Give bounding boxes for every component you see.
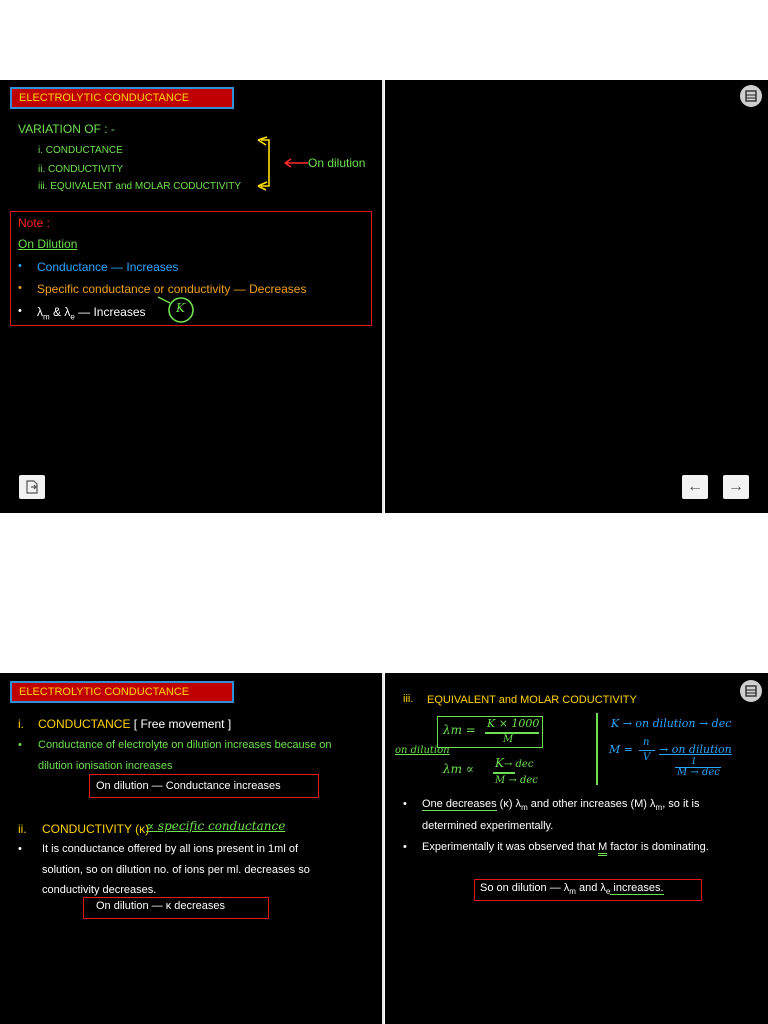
red-arrow bbox=[282, 156, 310, 170]
proportional-denominator: M → dec bbox=[495, 775, 538, 786]
exit-icon bbox=[25, 480, 39, 494]
next-button[interactable] bbox=[723, 475, 749, 499]
proportional-fraction-bar bbox=[493, 772, 515, 774]
section2-result-text: On dilution — κ decreases bbox=[96, 900, 226, 912]
section2-text-line3: conductivity decreases. bbox=[42, 884, 157, 896]
proportional-lhs: λm ∝ bbox=[443, 762, 474, 776]
bullet-dot: • bbox=[18, 739, 22, 751]
circle-k-label: K bbox=[176, 301, 185, 315]
section1-number: i. bbox=[18, 717, 24, 731]
slide-title: ELECTROLYTIC CONDUCTANCE bbox=[10, 681, 234, 703]
menu-button[interactable] bbox=[740, 680, 762, 702]
panel-icon bbox=[745, 90, 757, 102]
bullet-dot: • bbox=[403, 798, 407, 810]
slide3-result-text: So on dilution — $\lambda_m$ and $\lambda_e$ increases. bbox=[480, 882, 664, 897]
section1-text-line1: Conductance of electrolyte on dilution increases because on bbox=[38, 739, 332, 751]
section3-heading: EQUIVALENT and MOLAR CODUCTIVITY bbox=[427, 694, 637, 706]
right-note-line2a: M = bbox=[609, 743, 633, 756]
on-dilution-heading: On Dilution bbox=[18, 237, 78, 251]
section3-number: iii. bbox=[403, 693, 414, 705]
slide-3 bbox=[385, 673, 768, 1024]
bullet-dot: • bbox=[18, 305, 22, 317]
note-bullet-1: Conductance — Increases bbox=[37, 260, 179, 274]
slide3-bullet2: Experimentally it was observed that M factor is dominating. bbox=[422, 841, 709, 853]
slide-2 bbox=[0, 673, 382, 1024]
variation-item-2: ii. CONDUCTIVITY bbox=[38, 164, 123, 175]
slide3-bullet1-line1: One decreases (κ) $\lambda_m$ and other increases (M) $\lambda_m$, so it is bbox=[422, 798, 700, 813]
bracket-annotation bbox=[255, 134, 285, 194]
section2-text-line2: solution, so on dilution no. of ions per ml. decreases so bbox=[42, 864, 310, 876]
section1-result-text: On dilution — Conductance increases bbox=[96, 780, 281, 792]
variation-item-3: iii. EQUIVALENT and MOLAR CODUCTIVITY bbox=[38, 181, 242, 192]
variation-heading: VARIATION OF : - bbox=[18, 122, 115, 136]
variation-item-1: i. CONDUCTANCE bbox=[38, 145, 123, 156]
panel-icon bbox=[745, 685, 757, 697]
slide3-bullet1-line2: determined experimentally. bbox=[422, 820, 554, 832]
prev-button[interactable] bbox=[682, 475, 708, 499]
arrow-right-icon: → bbox=[728, 478, 744, 495]
slide-title: ELECTROLYTIC CONDUCTANCE bbox=[10, 87, 234, 109]
right-note-line2b: → on dilution bbox=[659, 743, 732, 756]
note-bullet-2: Specific conductance or conductivity — Decreases bbox=[37, 282, 307, 296]
bullet-dot: • bbox=[403, 841, 407, 853]
on-dilution-handwritten: on dilution bbox=[395, 745, 450, 756]
formula-denominator: M bbox=[503, 734, 514, 745]
right-note-fraction-bar bbox=[639, 750, 655, 751]
section2-heading: CONDUCTIVITY (κ) bbox=[42, 822, 150, 836]
formula-lhs: λm = bbox=[443, 723, 476, 737]
right-note-line1: K → on dilution → dec bbox=[611, 717, 732, 730]
section2-number: ii. bbox=[18, 822, 27, 836]
vertical-divider bbox=[382, 673, 384, 1024]
slide-1 bbox=[0, 80, 382, 513]
handwritten-separator bbox=[596, 713, 598, 785]
vertical-divider bbox=[382, 80, 384, 513]
note-label: Note : bbox=[18, 216, 51, 230]
slide-1-right-panel bbox=[385, 80, 768, 513]
note-bullet-3: $\lambda_m$ & $\lambda_e$ — Increases bbox=[37, 305, 146, 322]
bullet-dot: • bbox=[18, 843, 22, 855]
right-note-line3-num: 1 bbox=[691, 757, 697, 767]
on-dilution-label: On dilution bbox=[308, 156, 366, 170]
section1-text-line2: dilution ionisation increases bbox=[38, 760, 173, 772]
formula-numerator: K × 1000 bbox=[487, 717, 540, 730]
arrow-left-icon: ← bbox=[687, 478, 703, 495]
section2-handwritten-note: ∝ specific conductance bbox=[146, 819, 286, 833]
bullet-dot: • bbox=[18, 282, 22, 294]
right-note-line3-den: M → dec bbox=[677, 767, 720, 778]
bullet-dot: • bbox=[18, 260, 22, 272]
exit-button[interactable] bbox=[19, 475, 45, 499]
section2-text-line1: It is conductance offered by all ions present in 1ml of bbox=[42, 843, 298, 855]
section1-heading: CONDUCTANCE [ Free movement ] bbox=[38, 717, 232, 731]
right-note-line2-den: V bbox=[643, 752, 651, 763]
menu-button[interactable] bbox=[740, 85, 762, 107]
proportional-numerator: K→ dec bbox=[495, 756, 534, 770]
right-note-line2-num: n bbox=[643, 737, 650, 748]
